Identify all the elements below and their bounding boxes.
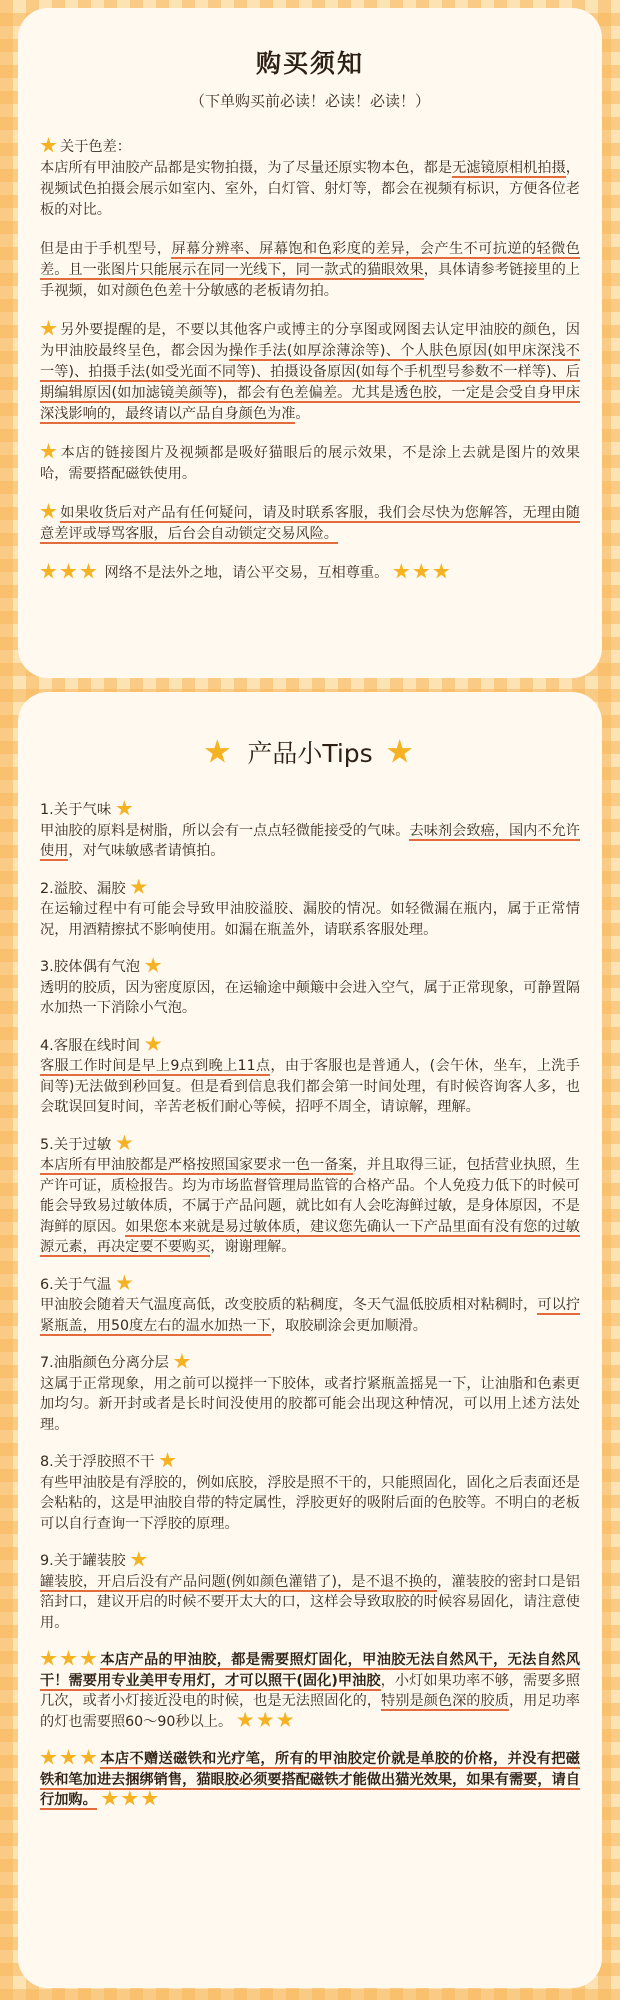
text-segment: 本店所有甲油胶产品都是实物拍摄，为了尽量还原实物本色，都是 [40, 160, 453, 176]
highlight-text: 特别是颜色深的胶质 [381, 1693, 509, 1709]
tip-heading: 6.关于气温 [40, 1276, 112, 1293]
star-icon [60, 1749, 77, 1766]
tip-heading: 4.客服在线时间 [40, 1037, 141, 1054]
purchase-notice-card [18, 8, 602, 678]
tip-curing-lamp [40, 1650, 580, 1732]
tip-heading: 3.胶体偶有气泡 [40, 959, 141, 975]
tip-canned-gel [40, 1551, 580, 1633]
star-icon [80, 563, 97, 580]
text-segment: 另外要提醒的是，不要以其他客户或博主的分享图或网图去认定甲油胶的颜色，因为甲油胶最终呈色，都会因为 [40, 322, 580, 359]
text-segment: ，灌装胶的密封口是铝箔封口，建议开启的时候不要开太大的口，这样会导致取胶的时候容易固化，请注意使用。 [40, 1573, 580, 1631]
notice-subtitle: （下单购买前必读！必读！必读！） [189, 92, 430, 110]
star-icon [121, 1790, 138, 1807]
star-icon [145, 1036, 162, 1053]
star-icon [130, 879, 147, 896]
tip-bubbles [40, 957, 580, 1019]
tips-title-row [40, 734, 580, 770]
star-icon [40, 443, 57, 460]
star-icon [159, 1452, 176, 1469]
tip-heading: 5.关于过敏 [40, 1136, 112, 1153]
tips-title: 产品小Tips [247, 739, 373, 768]
text-segment: 但是由于手机型号， [40, 241, 172, 257]
display-effect-paragraph [40, 443, 580, 485]
highlight-text: 屏幕分辨率、屏幕饱和色彩度的差异，会产生不可抗逆的轻微色差。且一张图片只能展示在同一光线下，同一款式的猫眼效果 [40, 241, 580, 278]
text-segment: ，由于客服也是普通人，(会午休，坐车，上洗手间等)无法做到秒回复。但是看到信息我们都会第一时间处理，有时候咨询客人多，也会耽误回复时间，辛苦老板们耐心等候，招呼不周全，请谅解，理解。 [40, 1058, 580, 1115]
tip-heading: 1.关于气味 [40, 802, 112, 818]
notice-title: 购买须知 [255, 49, 364, 78]
highlight-text: 本店所有甲油胶都是严格按照国家要求一色一备案 [40, 1157, 353, 1173]
tip-heading: 8.关于浮胶照不干 [40, 1454, 155, 1470]
star-icon [387, 739, 413, 765]
tip-oil-separation [40, 1353, 580, 1435]
star-icon [116, 1135, 133, 1152]
text-segment: ，对气味敏感者请慎拍。 [68, 843, 225, 859]
highlight-text: 客服工作时间是早上9点到晚上11点 [40, 1058, 271, 1074]
tip-body: 这属于正常现象，用之前可以搅拌一下胶体，或者拧紧瓶盖摇晃一下，让油脂和色素更加均匀。新开封或者是长时间没使用的胶都可能会出现这种情况，可以用上述方法处理。 [40, 1375, 580, 1433]
fair-trade-paragraph [40, 563, 580, 584]
tip-magnet [40, 1749, 580, 1811]
screen-difference-paragraph [40, 239, 580, 302]
color-difference-heading: 关于色差： [60, 139, 131, 155]
product-tips-card [18, 692, 602, 1988]
star-icon [413, 563, 430, 580]
star-icon [141, 1790, 158, 1807]
tip-body: 有些甲油胶是有浮胶的，例如底胶，浮胶是照不干的，只能照固化，固化之后表面还是会粘粘的，这是甲油胶自带的特定属性，浮胶更好的吸附后面的色胶等。不明白的老板可以自行查询一下浮胶的原理。 [40, 1474, 580, 1532]
text-segment: 甲油胶的原料是树脂，所以会有一点点轻微能接受的气味。 [40, 822, 410, 839]
star-icon [40, 137, 57, 154]
tip-body: 透明的胶质，因为密度原因，在运输途中颠簸中会进入空气，属于正常现象，可静置隔水加热一下消除小气泡。 [40, 979, 580, 1016]
highlight-text: 罐装胶，开启后没有产品问题(例如颜色灌错了)，是不退不换的 [40, 1573, 438, 1590]
after-sales-paragraph [40, 503, 580, 545]
highlight-text: 可以拧紧瓶盖，用50度左右的温水加热一下 [40, 1297, 580, 1334]
reminder-paragraph [40, 320, 580, 425]
tip-allergy [40, 1135, 580, 1258]
star-icon [40, 1650, 57, 1667]
highlight-text: 去味剂会致癌，国内不允许使用 [40, 822, 580, 859]
text-segment: 甲油胶会随着天气温度高低，改变胶质的粘稠度，冬天气温低胶质相对粘稠时， [40, 1297, 538, 1313]
star-icon [60, 563, 77, 580]
text-segment: ，具体请参考链接里的上手视频，如对颜色色差十分敏感的老板请勿拍。 [40, 262, 580, 299]
text-segment: 网络不是法外之地，请公平交易，互相尊重。 [104, 565, 389, 581]
star-icon [40, 563, 57, 580]
star-icon [40, 1749, 57, 1766]
color-difference-paragraph [40, 137, 580, 221]
star-icon [257, 1712, 274, 1729]
tip-body: 在运输过程中有可能会导致甲油胶溢胶、漏胶的情况。如轻微漏在瓶内，属于正常情况，用酒精擦拭不影响使用。如漏在瓶盖外，请联系客服处理。 [40, 901, 580, 938]
highlight-text: 如果收货后对产品有任何疑问，请及时联系客服，我们会尽快为您解答，无理由随意差评或辱骂客服，后台会自动锁定交易风险。 [40, 505, 580, 542]
star-icon [145, 957, 162, 974]
tip-floating-gel [40, 1452, 580, 1534]
star-icon [130, 1551, 147, 1568]
text-segment: ，谢谢理解。 [210, 1239, 296, 1255]
text-segment: ，小灯如果功率不够，需要多照几次，或者小灯接近没电的时候，也是无法照固化的， [40, 1672, 580, 1709]
star-icon [173, 1353, 190, 1370]
star-icon [40, 320, 57, 337]
star-icon [277, 1712, 294, 1729]
tip-heading: 9.关于罐装胶 [40, 1553, 126, 1569]
star-icon [80, 1749, 97, 1766]
highlight-text: 本店产品的甲油胶，都是需要照灯固化，甲油胶无法自然风干，无法自然风干！需要用专业美甲专用灯，才可以照干(固化)甲油胶 [40, 1652, 580, 1689]
highlight-text: 本店不赠送磁铁和光疗笔，所有的甲油胶定价就是单胶的价格，并没有把磁铁和笔加进去捆绑销售，猫眼胶必须要搭配磁铁才能做出猫光效果，如果有需要，请自行加购。 [40, 1751, 580, 1808]
star-icon [101, 1790, 118, 1807]
star-icon [80, 1650, 97, 1667]
star-icon [116, 800, 133, 817]
tip-heading: 7.油脂颜色分离分层 [40, 1355, 169, 1371]
star-icon [60, 1650, 77, 1667]
tip-heading: 2.溢胶、漏胶 [40, 880, 126, 897]
star-icon [393, 563, 410, 580]
highlight-text: 无滤镜原相机拍摄 [452, 160, 566, 176]
text-segment: 。 [295, 406, 310, 422]
highlight-text: 操作手法(如厚涂薄涂等)、个人肤色原因(如甲床深浅不一等)、拍摄手法(如受光面不同等)、拍摄设备原因(如每个手机型号参数不一样等)、后期编辑原因(如加滤镜美颜等)，都会有色差偏差。尤其是透色胶，一定是会受自身甲床深浅影响的，最终请以产品自身颜色为准 [40, 343, 580, 422]
tip-temperature [40, 1275, 580, 1337]
star-icon [204, 739, 230, 765]
text-segment: ，视频试色拍摄会展示如室内、室外，白灯管、射灯等，都会在视频有标识，方便各位老板的对比。 [40, 160, 580, 218]
highlight-text: 如果您本来就是易过敏体质，建议您先确认一下产品里面有没有您的过敏源元素，再决定要不要购买 [40, 1218, 580, 1255]
star-icon [237, 1712, 254, 1729]
star-icon [433, 563, 450, 580]
star-icon [116, 1275, 133, 1292]
tip-service-hours [40, 1036, 580, 1118]
text-segment: 本店的链接图片及视频都是吸好猫眼后的展示效果，不是涂上去就是图片的效果哈，需要搭配磁铁使用。 [40, 445, 580, 482]
tip-smell [40, 800, 580, 862]
star-icon [40, 503, 57, 520]
text-segment: ，取胶刷涂会更加顺滑。 [270, 1317, 427, 1334]
tip-leak [40, 879, 580, 941]
text-segment: ，并且取得三证，包括营业执照，生产许可证，质检报告。均为市场监督管理局监管的合格产品。个人免疫力低下的时候可能会导致易过敏体质，不属于产品问题，就比如有人会吃海鲜过敏，是身体原因，不是海鲜的原因。 [40, 1157, 580, 1235]
text-segment: ，用足功率的灯也需要照60～90秒以上。 [40, 1693, 580, 1730]
